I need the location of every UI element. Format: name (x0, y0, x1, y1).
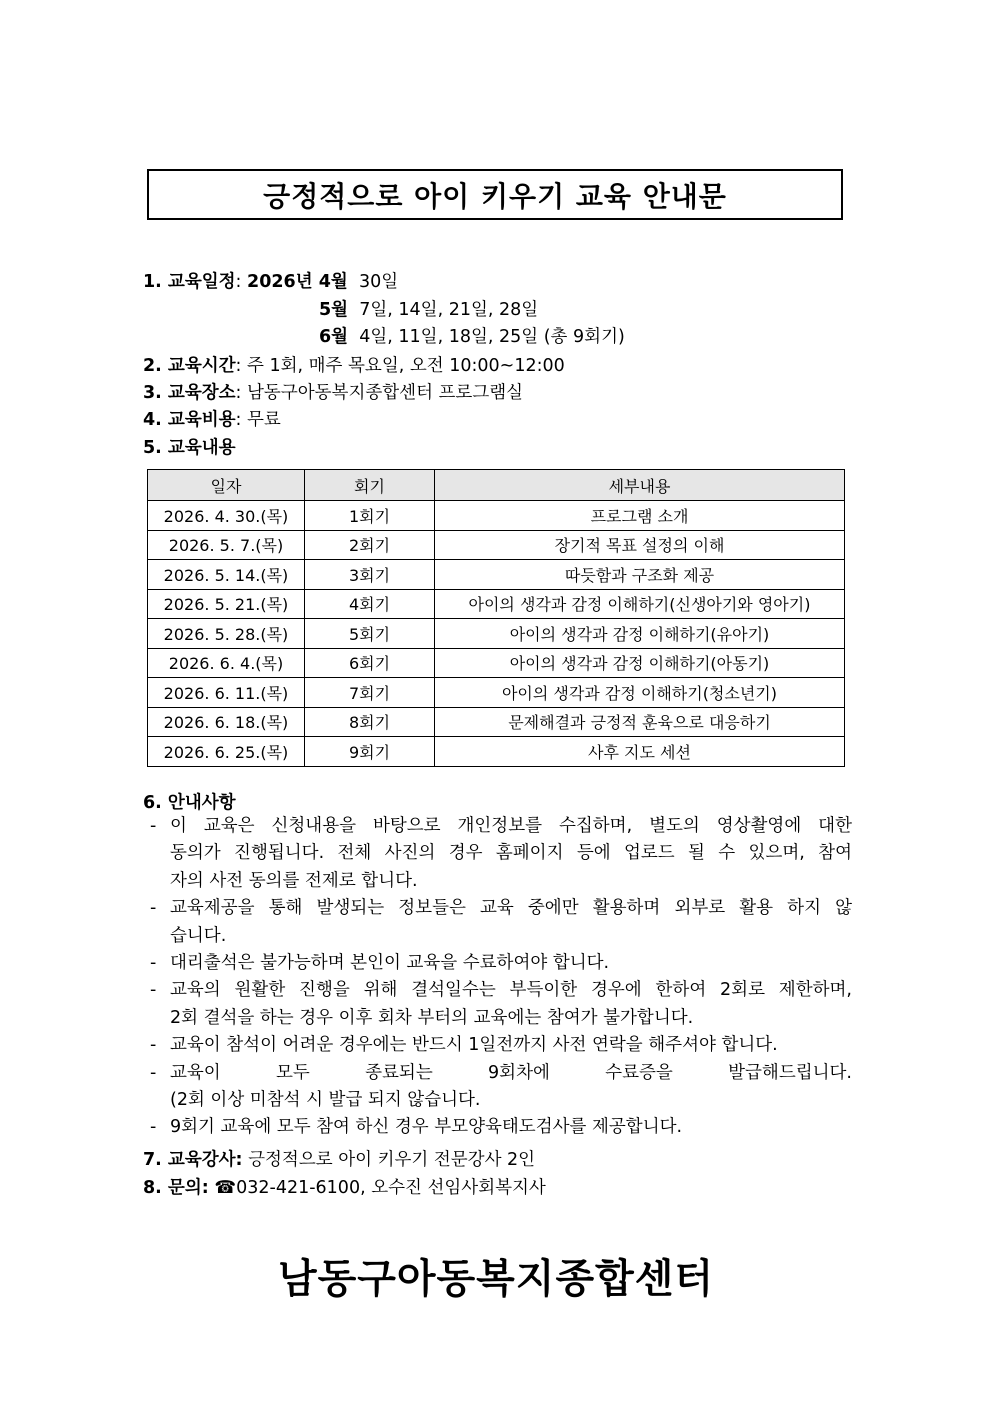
notice-item-line (150, 813, 852, 840)
cell-details: 아이의 생각과 감정 이해하기(아동기) (435, 648, 845, 678)
organization-name: 남동구아동복지종합센터 (277, 1256, 715, 1302)
notice-item-line (150, 868, 852, 895)
bullet-dash: - (150, 1117, 157, 1138)
bullet-dash: - (150, 898, 157, 919)
notice-label: 6. 안내사항 (143, 793, 236, 813)
schedule-label: 1. 교육일정 (143, 272, 236, 292)
cell-details: 아이의 생각과 감정 이해하기(청소년기) (435, 678, 845, 708)
table-row (148, 737, 845, 767)
cell-date: 2026. 6. 18.(목) (148, 707, 305, 737)
notice-item-text: 대리출석은 불가능하며 본인이 교육을 수료하여야 합니다. (170, 953, 610, 974)
bullet-dash (150, 923, 170, 950)
notice-list (150, 813, 852, 1142)
cell-date: 2026. 5. 7.(목) (148, 530, 305, 560)
bullet-dash: - (150, 953, 157, 974)
cell-session: 5회기 (305, 619, 435, 649)
contact-label: 8. 문의: (143, 1178, 209, 1198)
notice-item-text: 9회기 교육에 모두 참여 하신 경우 부모양육태도검사를 제공합니다. (170, 1117, 683, 1138)
header-session: 회기 (305, 470, 435, 501)
table-row (148, 619, 845, 649)
bullet-dash (150, 1087, 170, 1114)
cell-session: 4회기 (305, 589, 435, 619)
time-value: 주 1회, 매주 목요일, 오전 10:00~12:00 (247, 356, 565, 376)
notice-item-text: 자의 사전 동의를 전제로 합니다. (170, 870, 418, 891)
cell-session: 9회기 (305, 737, 435, 767)
notice-item-line (150, 923, 852, 950)
table-row (148, 589, 845, 619)
cell-date: 2026. 5. 14.(목) (148, 560, 305, 590)
cost-label: 4. 교육비용 (143, 410, 236, 430)
notice-item-line (150, 1060, 852, 1087)
cell-session: 8회기 (305, 707, 435, 737)
bullet-dash: - (150, 980, 157, 1001)
notice-item-line (150, 1032, 852, 1059)
instructor-value: 긍정적으로 아이 키우기 전문강사 2인 (248, 1150, 536, 1170)
cell-session: 1회기 (305, 501, 435, 531)
table-header-row (148, 470, 845, 501)
contact-line (143, 1174, 546, 1199)
cell-date: 2026. 6. 4.(목) (148, 648, 305, 678)
header-date: 일자 (148, 470, 305, 501)
notice-item-line (150, 895, 852, 922)
schedule-line-1: 1. 교육일정: 2026년 4월 30일 (143, 272, 399, 292)
table-row (148, 648, 845, 678)
cell-date: 2026. 6. 25.(목) (148, 737, 305, 767)
time-label: 2. 교육시간 (143, 356, 236, 376)
cell-session: 7회기 (305, 678, 435, 708)
notice-item-text: 교육의 원활한 진행을 위해 결석일수는 부득이한 경우에 한하여 2회로 제한하며, (170, 980, 852, 1001)
cell-details: 프로그램 소개 (435, 501, 845, 531)
notice-item-text: 교육제공을 통해 발생되는 정보들은 교육 중에만 활용하며 외부로 활용 하지 않 (170, 898, 852, 919)
notice-item-text: 교육이 참석이 어려운 경우에는 반드시 1일전까지 사전 연락을 해주셔야 합니다. (170, 1035, 778, 1056)
cell-date: 2026. 4. 30.(목) (148, 501, 305, 531)
cell-details: 아이의 생각과 감정 이해하기(유아기) (435, 619, 845, 649)
contact-value: ☎032-421-6100, 오수진 선임사회복지사 (214, 1178, 546, 1198)
curriculum-table (147, 469, 845, 767)
content-label: 5. 교육내용 (143, 438, 236, 458)
schedule-head-june: 6월 (319, 327, 349, 347)
notice-item-text: 습니다. (170, 925, 227, 946)
notice-item-line (150, 1087, 852, 1114)
table-row (148, 707, 845, 737)
cell-details: 따듯함과 구조화 제공 (435, 560, 845, 590)
table-row (148, 560, 845, 590)
instructor-label: 7. 교육강사: (143, 1150, 243, 1170)
cost-value: 무료 (247, 410, 281, 430)
cell-date: 2026. 5. 28.(목) (148, 619, 305, 649)
schedule-days-april: 30일 (358, 272, 399, 292)
cell-date: 2026. 5. 21.(목) (148, 589, 305, 619)
notice-item-text: 동의가 진행됩니다. 전체 사진의 경우 홈페이지 등에 업로드 될 수 있으며, 참여 (170, 843, 852, 864)
bullet-dash: - (150, 1062, 157, 1083)
schedule-days-may: 7일, 14일, 21일, 28일 (359, 300, 539, 320)
notice-item-line (150, 977, 852, 1004)
schedule-days-june: 4일, 11일, 18일, 25일 (총 9회기) (359, 327, 625, 347)
notice-item-line (150, 1114, 852, 1141)
cell-details: 사후 지도 세션 (435, 737, 845, 767)
content-line (143, 434, 236, 459)
cell-date: 2026. 6. 11.(목) (148, 678, 305, 708)
time-line: 2. 교육시간: 주 1회, 매주 목요일, 오전 10:00~12:00 (143, 356, 565, 376)
notice-item-line (150, 1005, 852, 1032)
notice-item-text: 2회 결석을 하는 경우 이후 회차 부터의 교육에는 참여가 불가합니다. (170, 1007, 694, 1028)
schedule-head-may: 5월 (319, 300, 349, 320)
bullet-dash (150, 1005, 170, 1032)
notice-item-text: 교육이 모두 종료되는 9회차에 수료증을 발급해드립니다. (170, 1062, 852, 1083)
notice-item-text: 이 교육은 신청내용을 바탕으로 개인정보를 수집하며, 별도의 영상촬영에 대한 (170, 816, 852, 836)
schedule-line-3 (319, 323, 625, 348)
header-details: 세부내용 (435, 470, 845, 501)
table-row (148, 530, 845, 560)
table-row (148, 501, 845, 531)
notice-item-line (150, 950, 852, 977)
cell-details: 아이의 생각과 감정 이해하기(신생아기와 영아기) (435, 589, 845, 619)
cost-line: 4. 교육비용: 무료 (143, 410, 281, 430)
place-line: 3. 교육장소: 남동구아동복지종합센터 프로그램실 (143, 383, 524, 403)
bullet-dash (150, 868, 170, 895)
notice-item-text: (2회 이상 미참석 시 발급 되지 않습니다. (170, 1090, 481, 1111)
place-value: 남동구아동복지종합센터 프로그램실 (247, 383, 524, 403)
cell-details: 장기적 목표 설정의 이해 (435, 530, 845, 560)
place-label: 3. 교육장소 (143, 383, 236, 403)
cell-session: 6회기 (305, 648, 435, 678)
cell-details: 문제해결과 긍정적 훈육으로 대응하기 (435, 707, 845, 737)
document-title: 긍정적으로 아이 키우기 교육 안내문 (147, 169, 843, 220)
cell-session: 3회기 (305, 560, 435, 590)
bullet-dash (150, 840, 170, 867)
instructor-line (143, 1146, 535, 1171)
table-row (148, 678, 845, 708)
schedule-head-april: 2026년 4월 (247, 272, 348, 292)
bullet-dash: - (150, 1035, 157, 1056)
schedule-line-2 (319, 296, 538, 321)
notice-item-line (150, 840, 852, 867)
cell-session: 2회기 (305, 530, 435, 560)
bullet-dash: - (150, 816, 157, 836)
